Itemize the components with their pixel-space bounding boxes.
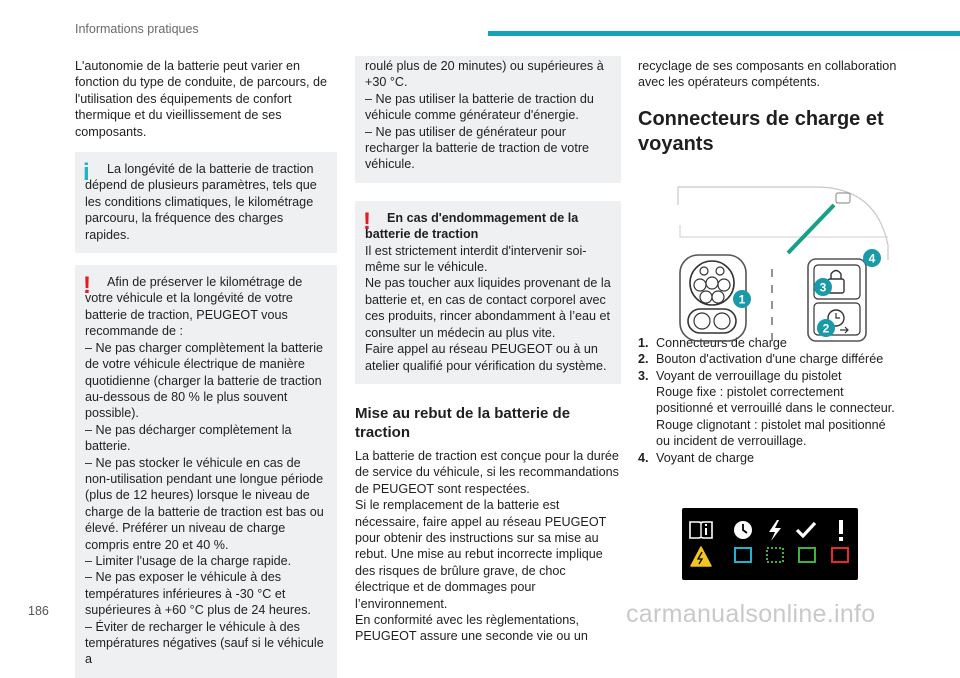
list-item: 3. Voyant de verrouillage du pistolet Rouge fixe : pistolet correctement positionné et verrouillé dans le connecteur. Rouge clignotant : pistolet mal positionné ou incident de verrouillage. [638, 368, 895, 449]
header-accent-bar [488, 31, 960, 36]
legend-list [638, 335, 900, 466]
info-note [75, 152, 337, 253]
list-item: 1. Connecteurs de charge [638, 335, 787, 350]
lightning-icon [769, 520, 781, 541]
disposal-line: Si le remplacement de la batterie est nécessaire, faire appel au réseau PEUGEOT pour obtenir des instructions sur sa mise au rebut. Une mise au rebut incorrecte implique des risques de brûlure grave, de choc électrique et de dommages pour l’environnement. [355, 498, 607, 611]
info-icon: i [83, 159, 90, 187]
charge-indicator-panel [682, 508, 858, 580]
watermark: carmanualsonline.info [626, 600, 876, 628]
warning-line: – Ne pas décharger complètement la batterie. [85, 422, 292, 454]
callout-4 [863, 249, 881, 267]
svg-text:3: 3 [819, 280, 827, 295]
damage-line: Faire appel au réseau PEUGEOT ou à un atelier qualifié pour vérification du système. [365, 342, 607, 373]
page-number: 186 [28, 604, 49, 618]
status-light-green [799, 548, 815, 562]
damage-line: Ne pas toucher aux liquides provenant de la batterie et, en cas de contact corporel avec ces produits, rincer abondamment à l’eau et consulter un médecin au plus vite. [365, 276, 611, 340]
callout-3 [814, 278, 832, 296]
damage-title: En cas d'endommagement de la batterie de traction [365, 210, 579, 242]
clock-icon [734, 521, 752, 539]
warning-line: – Ne pas utiliser la batterie de traction du véhicule comme générateur d'énergie. [365, 91, 594, 123]
warning-line: – Éviter de recharger le véhicule à des températures négatives (sauf si le véhicule a [85, 619, 324, 667]
warning-line: roulé plus de 20 minutes) ou supérieures à +30 °C. [365, 59, 604, 90]
list-item: 2. Bouton d'activation d'une charge différée [638, 352, 884, 367]
exclamation-icon [839, 520, 843, 541]
dc-connector [688, 309, 736, 333]
warning-line: Afin de préserver le kilométrage de votre véhicule et la longévité de votre batterie de traction, PEUGEOT vous recommande de : [85, 275, 303, 339]
disposal-line: En conformité avec les règlementations, PEUGEOT assure une seconde vie ou un [355, 612, 588, 644]
warning-note [75, 265, 337, 678]
warning-line: – Limiter l'usage de la charge rapide. [85, 553, 292, 568]
status-light-cyan [735, 548, 751, 562]
warning-line: – Ne pas stocker le véhicule en cas de non-utilisation pendant une longue période (plus de 12 heures) lorsque le niveau de charge de la batterie de traction est bas ou élevé. Préférer un niveau de charge compris entre 20 et 40 %. [85, 455, 324, 552]
charge-flap [836, 193, 850, 203]
high-voltage-icon [691, 547, 711, 566]
intro-paragraph: L'autonomie de la batterie peut varier en fonction du type de conduite, de parcours, de l'utilisation des équipements de confort thermique et du vieillissement de ses composants. [75, 59, 328, 139]
callout-1 [733, 290, 751, 308]
status-light-green-blinking [767, 548, 783, 562]
warning-line: – Ne pas exposer le véhicule à des températures inférieures à -30 °C et supérieures à +60 °C plus de 24 heures. [85, 570, 311, 618]
pointer-line [788, 205, 834, 253]
svg-text:2: 2 [822, 321, 830, 336]
warning-line: – Ne pas charger complètement la batterie de votre véhicule électrique de manière quotidienne (charger la batterie de traction au-dessous de 80 % le plus souvent possible). [85, 340, 324, 421]
recycling-paragraph: recyclage de ses composants en collaboration avec les opérateurs compétents. [638, 59, 897, 90]
warning-icon: ! [363, 207, 371, 235]
book-info-icon [690, 522, 712, 538]
connectors-heading: Connecteurs de charge et voyants [638, 107, 884, 155]
damage-warning-note [355, 201, 621, 384]
status-light-red [832, 548, 848, 562]
plug-icon [840, 327, 848, 333]
column-1 [75, 58, 337, 678]
charge-port-illustration [676, 185, 892, 345]
svg-text:4: 4 [868, 251, 876, 266]
svg-text:1: 1 [738, 292, 746, 307]
disposal-heading: Mise au rebut de la batterie de traction [355, 404, 571, 441]
warning-line: – Ne pas utiliser de générateur pour recharger la batterie de traction de votre véhicule. [365, 124, 590, 172]
info-note-text: La longévité de la batterie de traction dépend de plusieurs paramètres, tels que les conditions climatiques, le kilométrage parcouru, la fréquence des charges rapides. [85, 162, 317, 242]
column-2 [355, 58, 621, 645]
damage-line: Il est strictement interdit d'intervenir soi-même sur le véhicule. [365, 243, 587, 275]
disposal-line: La batterie de traction est conçue pour la durée de service du véhicule, si les recommandations de PEUGEOT sont respectées. [355, 448, 619, 496]
check-icon [797, 523, 815, 536]
section-title: Informations pratiques [75, 22, 199, 36]
list-item: 4. Voyant de charge [638, 450, 755, 465]
warning-icon: ! [83, 272, 91, 300]
warning-note-continued [355, 56, 621, 183]
callout-2 [817, 319, 835, 337]
